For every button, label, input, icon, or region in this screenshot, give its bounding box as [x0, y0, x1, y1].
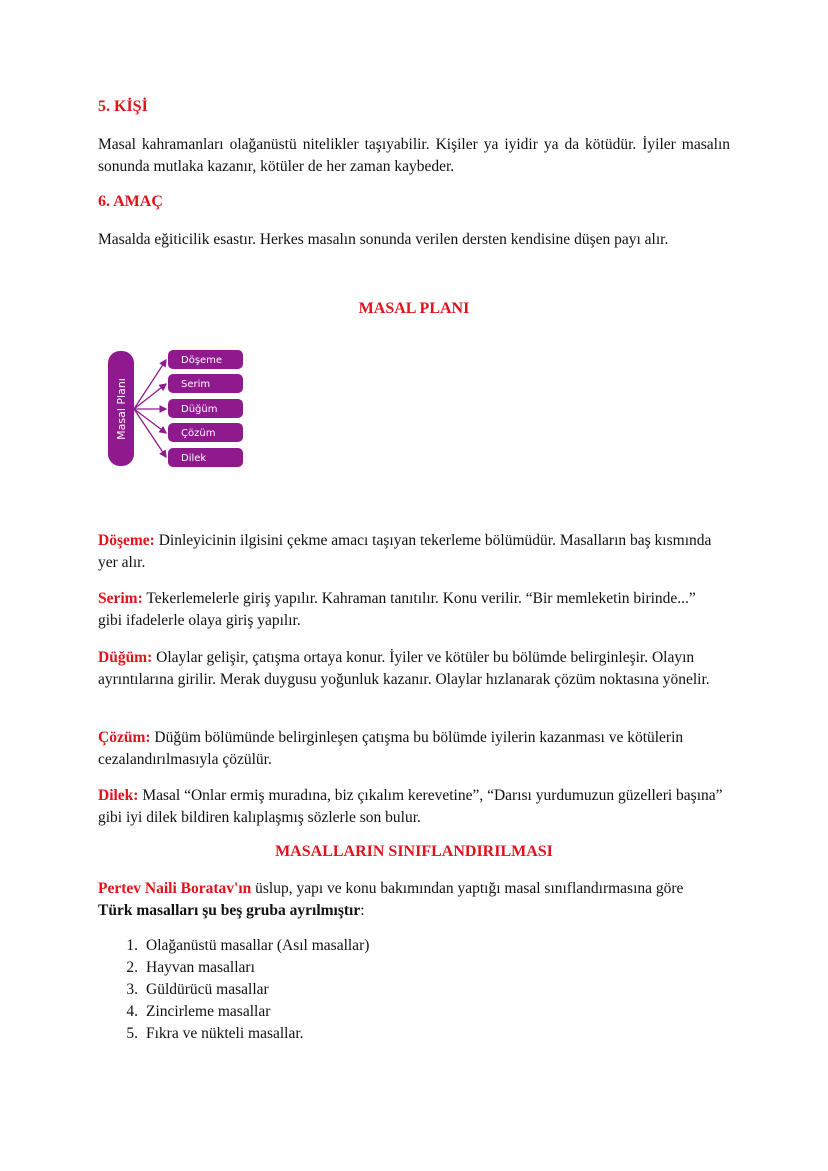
definition-serim — [98, 588, 698, 632]
definition-dugum — [98, 647, 713, 691]
definition-text: Olaylar gelişir, çatışma ortaya konur. İyiler ve kötüler bu bölümde belirginleşir. Olayın ayrıntılarına girilir. Merak duygusu yoğunluk kazanır. Olaylar hızlanarak çözüm noktasına yönelir. — [98, 649, 710, 688]
list-item: 4. Zincirleme masallar — [126, 1003, 271, 1020]
definition-term: Serim: — [98, 590, 143, 607]
intro-bold-line: Türk masalları şu beş gruba ayrılmıştır — [98, 902, 361, 919]
arrow-serim — [134, 384, 166, 409]
definition-text: Masal “Onlar ermiş muradına, biz çıkalım kerevetine”, “Darısı yurdumuzun güzelleri başına” gibi iyi dilek bildiren kalıplaşmış sözlerle son bulur. — [98, 787, 723, 826]
definition-term: Dilek: — [98, 787, 139, 804]
list-item: 3. Güldürücü masallar — [126, 981, 269, 998]
masal-types-list — [88, 935, 728, 1045]
masal-plani-diagram — [105, 345, 250, 470]
definition-term: Çözüm: — [98, 729, 151, 746]
diagram-item-label: Çözüm — [181, 428, 216, 439]
amac-paragraph: Masalda eğiticilik esastır. Herkes masalın sonunda verilen dersten kendisine düşen payı alır. — [98, 231, 669, 248]
diagram-item-serim — [168, 374, 243, 393]
diagram-item-doseme — [168, 350, 243, 369]
diagram-item-cozum — [168, 423, 243, 442]
definition-dilek — [98, 785, 738, 829]
diagram-item-label: Dilek — [181, 453, 207, 464]
diagram-item-label: Serim — [181, 379, 211, 390]
diagram-item-dugum — [168, 399, 243, 418]
definition-term: Düğüm: — [98, 649, 153, 666]
siniflandirma-title: MASALLARIN SINIFLANDIRILMASI — [275, 843, 553, 860]
siniflandirma-intro — [98, 878, 738, 922]
diagram-item-label: Düğüm — [181, 404, 218, 415]
intro-text: üslup, yapı ve konu bakımından yaptığı masal sınıflandırmasına göre — [251, 880, 684, 897]
arrow-cozum — [134, 409, 166, 433]
intro-colon: : — [360, 902, 365, 919]
definition-text: Tekerlemelerle giriş yapılır. Kahraman tanıtılır. Konu verilir. “Bir memleketin birinde...” gibi ifadelerle olaya giriş yapılır. — [98, 590, 696, 629]
definition-text: Dinleyicinin ilgisini çekme amacı taşıyan tekerleme bölümüdür. Masalların baş kısmında yer alır. — [98, 532, 712, 571]
amac-heading: 6. AMAÇ — [98, 193, 163, 210]
diagram-item-label: Döşeme — [181, 355, 223, 366]
author-name: Pertev Naili Boratav'ın — [98, 880, 252, 897]
list-item: 1. Olağanüstü masallar (Asıl masallar) — [126, 937, 370, 954]
definition-cozum — [98, 727, 738, 771]
kisi-paragraph: Masal kahramanları olağanüstü nitelikler taşıyabilir. Kişiler ya iyidir ya da kötüdür. İyiler masalın sonunda mutlaka kazanır, kötüler de her zaman kaybeder. — [98, 136, 730, 175]
definition-text: Düğüm bölümünde belirginleşen çatışma bu bölümde iyilerin kazanması ve kötülerin cezalandırılmasıyla çözülür. — [98, 729, 684, 768]
list-item: 2. Hayvan masalları — [126, 959, 255, 976]
diagram-root-label: Masal Planı — [115, 378, 128, 440]
list-item: 5. Fıkra ve nükteli masallar. — [126, 1025, 304, 1042]
kisi-heading: 5. KİŞİ — [98, 98, 148, 115]
diagram-arrows — [134, 360, 166, 457]
definition-term: Döşeme: — [98, 532, 155, 549]
masal-plani-title: MASAL PLANI — [358, 300, 470, 317]
diagram-item-dilek — [168, 448, 243, 467]
arrow-doseme — [134, 360, 166, 409]
definition-doseme — [98, 530, 713, 574]
arrow-dilek — [134, 409, 166, 457]
